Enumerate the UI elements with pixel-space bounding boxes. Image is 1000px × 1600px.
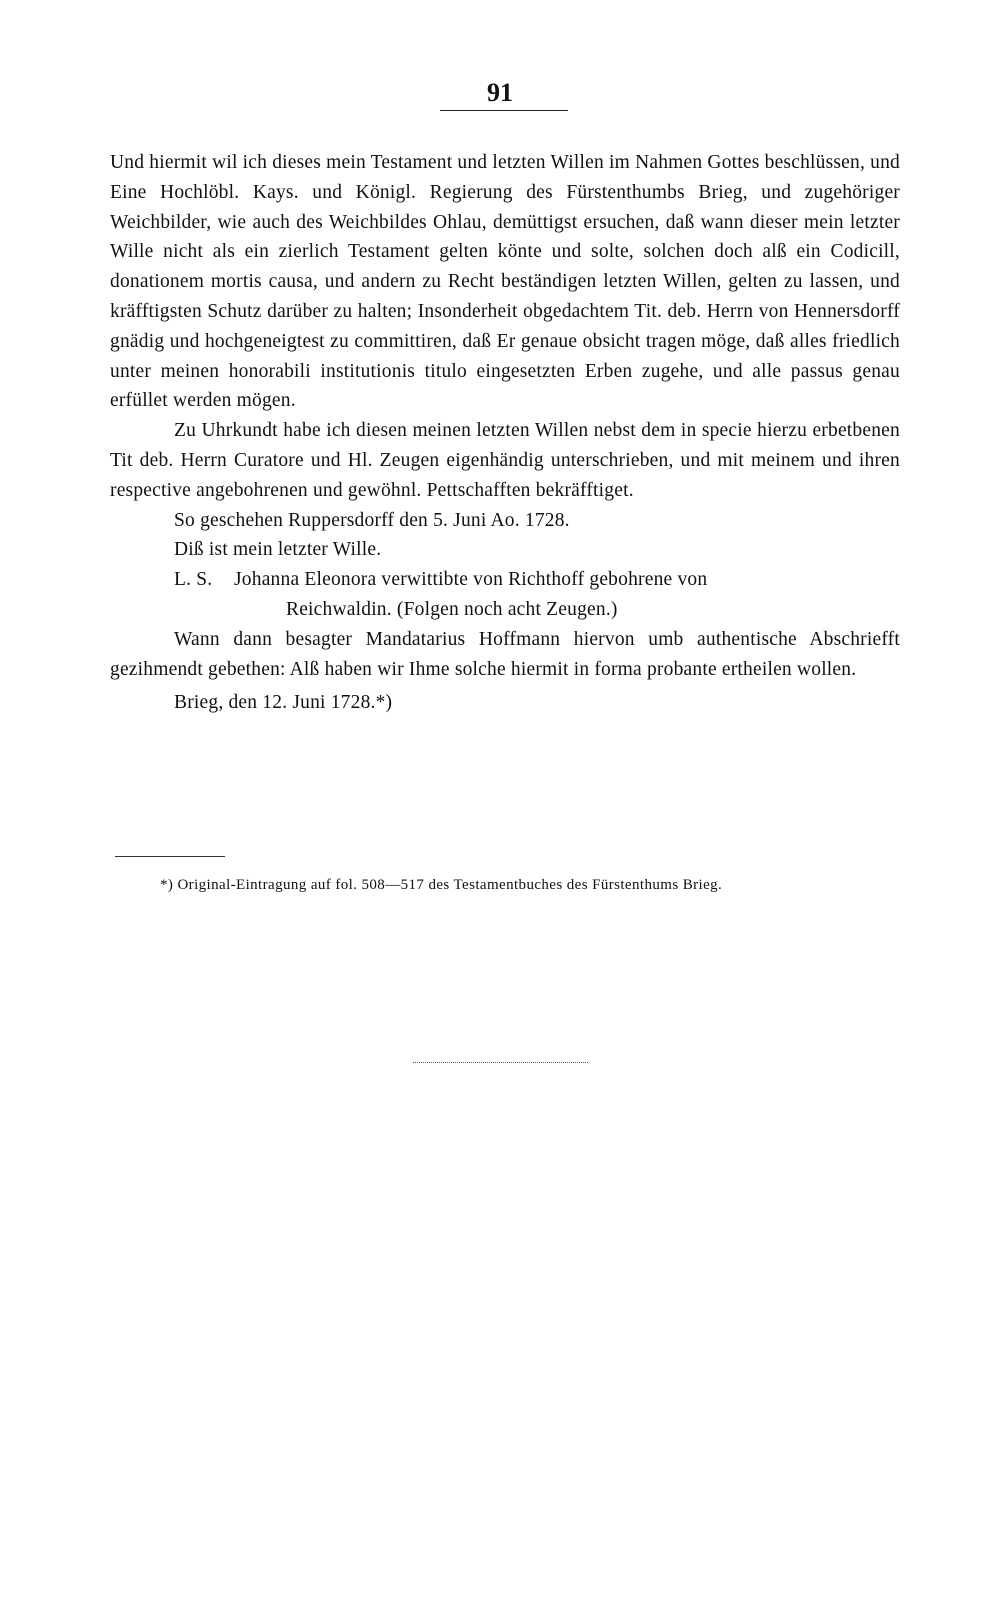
closing-date-line: Brieg, den 12. Juni 1728.*) [174,692,393,714]
place-date-line: So geschehen Ruppersdorff den 5. Juni Ao. 1728. [174,509,570,531]
footnote-rule [115,856,225,857]
mandatarius-paragraph: Wann dann besagter Mandatarius Hoffmann hiervon umb authentische Abschriefft gezihmendt gebethen: Alß haben wir Ihme solche hiermit in forma probante ertheilen wollen. [110,628,900,680]
header-rule [440,110,568,111]
signature-line-2: Reichwaldin. (Folgen noch acht Zeugen.) [286,598,618,620]
last-will-line: Diß ist mein letzter Wille. [174,539,382,561]
signature-line-1: Johanna Eleonora verwittibte von Richthoff gebohrene von [234,569,708,591]
body-text [110,148,900,718]
signature-block [110,565,900,595]
urkund-paragraph: Zu Uhrkundt habe ich diesen meinen letzten Willen nebst dem in specie hierzu erbetbenen Tit deb. Herrn Curatore und Hl. Zeugen eigenhändig unterschrieben, und mit meinem und ihren respective angebohrenen und gewöhnl. Pettschafften bekräfftiget. [110,420,900,501]
page-number: 91 [487,78,513,107]
seal-mark: L. S. [174,569,213,591]
footnote: *) Original-Eintragung auf fol. 508—517 des Testamentbuches des Fürstenthums Brieg. [160,877,723,893]
end-rule [413,1062,588,1063]
testament-paragraph: Und hiermit wil ich dieses mein Testament und letzten Willen im Nahmen Gottes beschlüssen, und Eine Hochlöbl. Kays. und Königl. Regierung des Fürstenthumbs Brieg, und zugehöriger Weichbilder, wie auch des Weichbildes Ohlau, demüttigst ersuchen, daß wann dieser mein letzter Wille nicht als ein zierlich Testament gelten könte und solte, solchen doch alß ein Codicill, donationem mortis causa, und andern zu Recht beständigen letzten Willen, gelten zu lassen, und kräfftigsten Schutz darüber zu halten; Insonderheit obgedachtem Tit. deb. Herrn von Hennersdorff gnädig und hochgeneigtest zu committiren, daß Er genaue obsicht tragen möge, daß alles friedlich unter meinen honorabili institutionis titulo eingesetzten Erben zugehe, und alle passus genau erfüllet werden mögen. [110,152,900,412]
